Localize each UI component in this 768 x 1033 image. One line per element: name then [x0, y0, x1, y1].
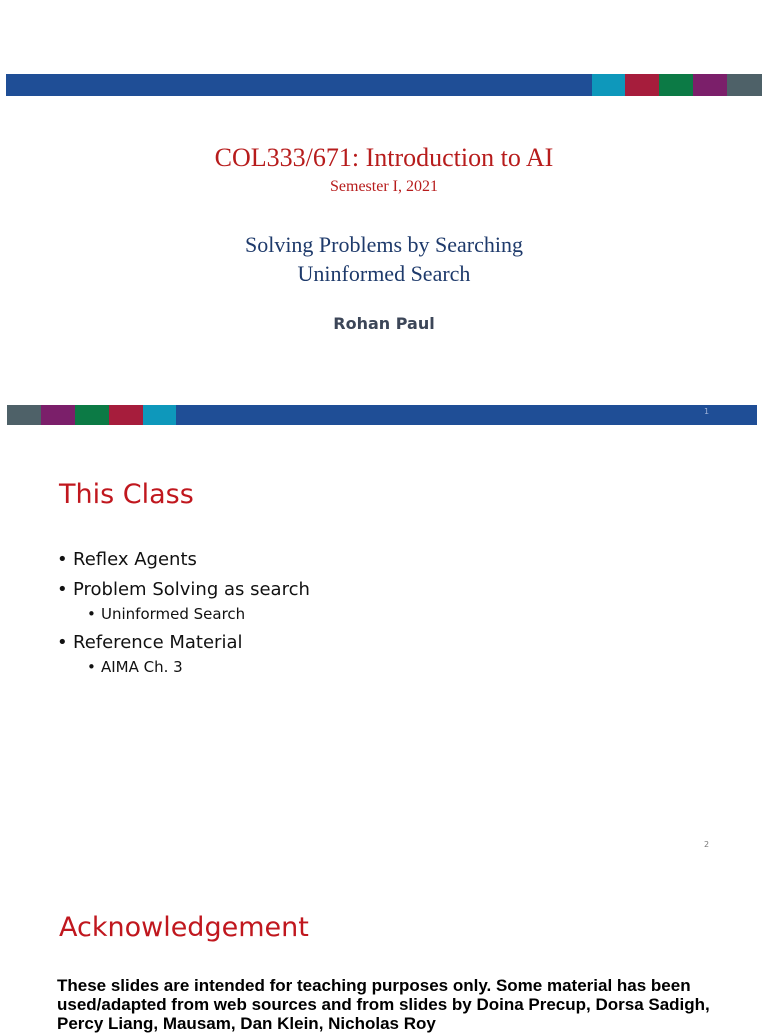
bar-segment-slate: [727, 74, 762, 96]
bar-segment-purple: [693, 74, 727, 96]
bar-segment-crimson: [625, 74, 659, 96]
bullet-item: • Reflex Agents: [57, 549, 310, 570]
bullet-item: • Reference Material: [57, 632, 310, 653]
slide3-heading: Acknowledgement: [59, 912, 309, 943]
course-title: COL333/671: Introduction to AI: [214, 143, 554, 172]
bar-segment-teal: [143, 405, 176, 425]
acknowledgement-text: These slides are intended for teaching purposes only. Some material has been used/adapted from web sources and from slides by Doina Precup, Dorsa Sadigh, Percy Liang, Mausam, Dan Klein, Nicholas Roy: [57, 976, 710, 1033]
slide2-heading: This Class: [59, 479, 194, 510]
bar-segment-purple: [41, 405, 75, 425]
slide1-page-number: 1: [704, 407, 710, 416]
bar-segment-crimson: [109, 405, 143, 425]
bar-segment-teal: [592, 74, 625, 96]
slide2-bullet-list: [57, 549, 310, 685]
sub-bullet-item: • AIMA Ch. 3: [87, 658, 310, 676]
sub-bullet-item: • Uninformed Search: [87, 605, 310, 623]
bar-segment-green: [75, 405, 109, 425]
top-color-bar: [6, 74, 762, 96]
bar-segment-green: [659, 74, 693, 96]
slide2-page-number: 2: [704, 840, 710, 849]
author-name: Rohan Paul: [333, 314, 435, 333]
lecture-title-line2: Uninformed Search: [297, 261, 471, 286]
bullet-item: • Problem Solving as search: [57, 579, 310, 600]
bar-segment-blue: [176, 405, 757, 425]
bar-segment-slate: [7, 405, 41, 425]
bar-segment-blue: [6, 74, 592, 96]
semester-label: Semester I, 2021: [330, 178, 438, 195]
bottom-color-bar: [7, 405, 757, 425]
lecture-title-line1: Solving Problems by Searching: [244, 232, 524, 257]
